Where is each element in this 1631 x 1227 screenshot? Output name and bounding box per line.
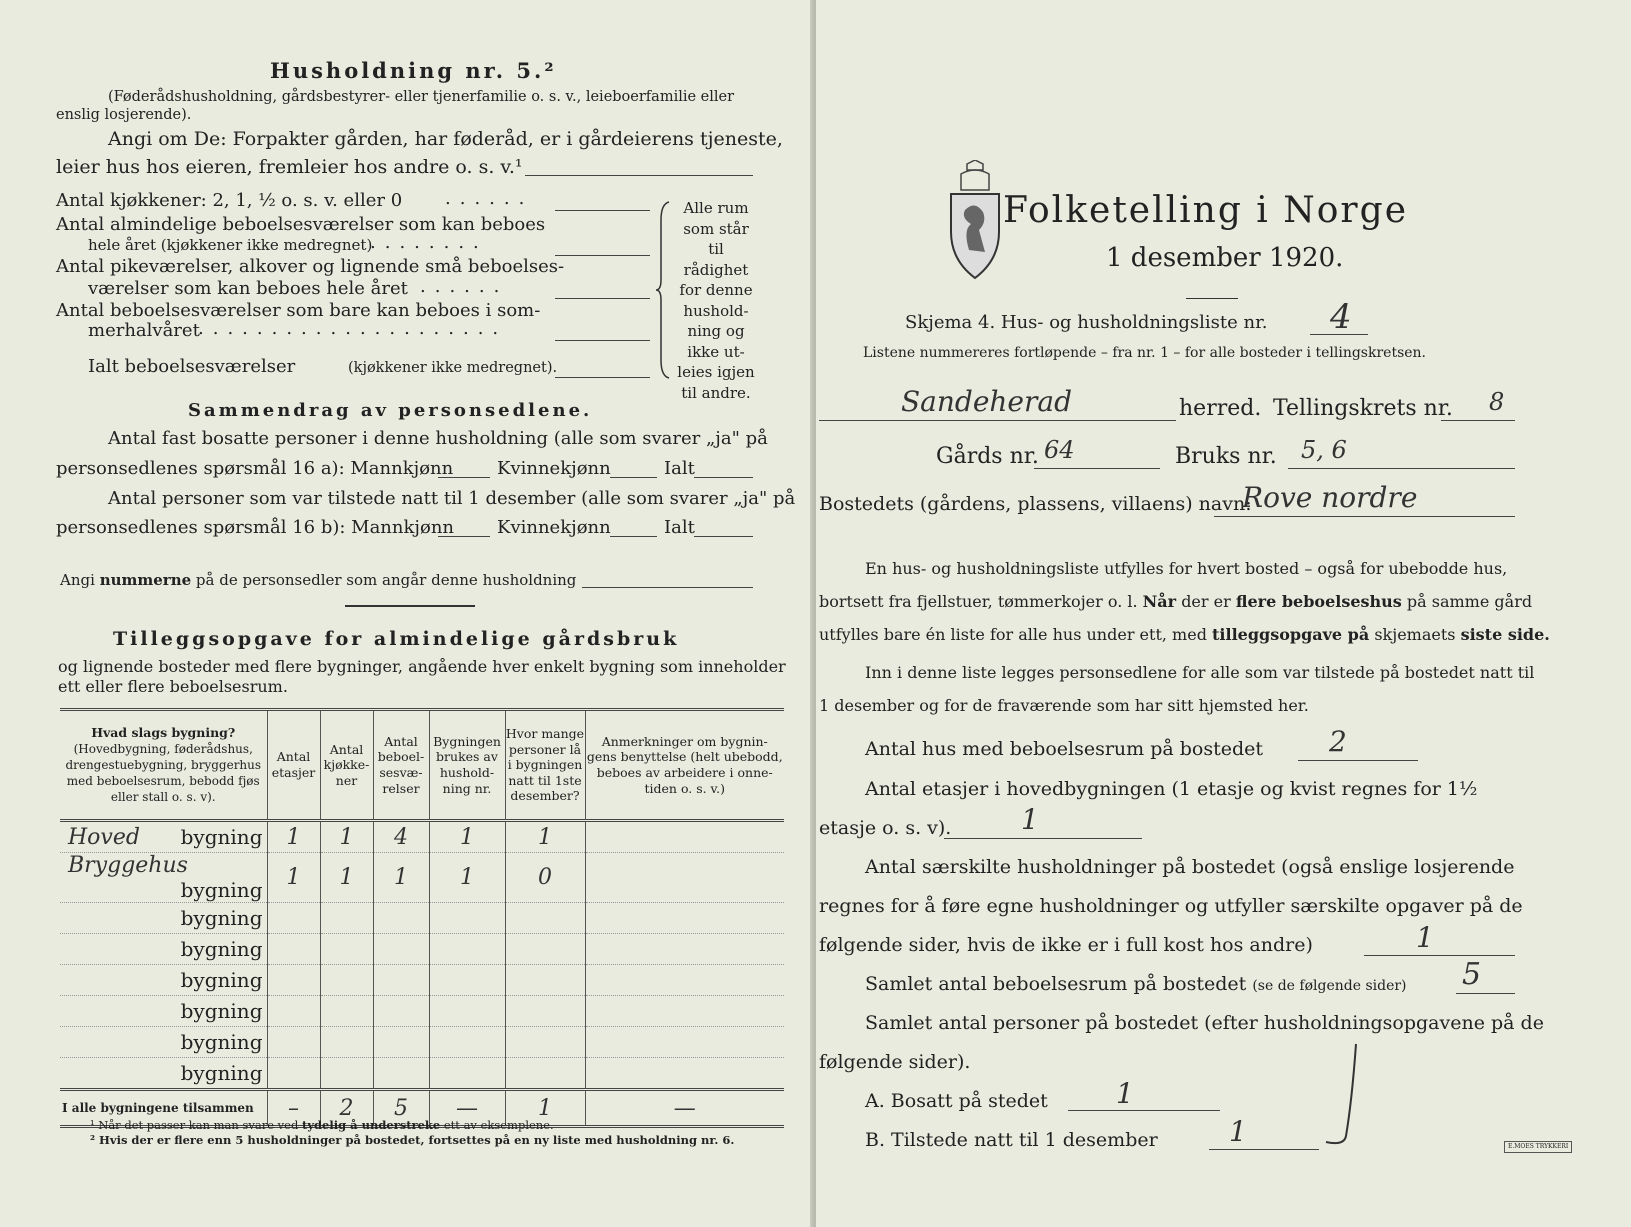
answer-line	[610, 477, 657, 478]
col-remarks: Anmerkninger om bygnin- gens benyttelse (helt ubebodd, beboes av arbeidere i onne- tiden o. s. v.)	[585, 710, 784, 821]
supplement-title: Tilleggsopgave for almindelige gårdsbruk	[113, 628, 680, 650]
kitchens-cell: 1	[320, 853, 373, 903]
floors-value: 1	[1021, 803, 1039, 836]
herred-value: Sandeherad	[901, 385, 1073, 418]
holding-no-value: 5, 6	[1301, 436, 1347, 464]
footnote-2: ² Hvis der er flere enn 5 husholdninger på bostedet, fortsettes på en ny liste med husholdning nr. 6.	[90, 1133, 735, 1147]
numbering-note: Listene nummereres fortløpende – fra nr. 1 – for alle bosteder i tellingskretsen.	[863, 345, 1427, 361]
household-cell: 1	[429, 821, 505, 853]
building-type-cell	[60, 996, 267, 1027]
answer-line	[1068, 1110, 1220, 1111]
kitchens-cell	[320, 1027, 373, 1058]
kitchens-cell: 1	[320, 821, 373, 853]
answer-line	[1034, 468, 1160, 469]
floors-label-2: etasje o. s. v).	[819, 817, 952, 839]
instruction-4: Inn i denne liste legges personsedlene for alle som var tilstede på bostedet natt til	[865, 663, 1535, 682]
households-label: Antal særskilte husholdninger på bostedet (også enslige losjerende	[865, 856, 1515, 878]
maid-rooms-label: Antal pikeværelser, alkover og lignende små beboelses-	[56, 256, 565, 277]
col-persons: Hvor mange personer lå i bygningen natt til 1ste desember?	[505, 710, 585, 821]
answer-line	[438, 536, 490, 537]
building-suffix: bygning	[180, 937, 263, 961]
building-suffix: bygning	[180, 999, 263, 1023]
maid-rooms-line	[555, 298, 650, 299]
households-label-3: følgende sider, hvis de ikke er i full kost hos andre)	[819, 934, 1313, 956]
resident-label: A. Bosatt på stedet	[865, 1090, 1048, 1112]
rooms-cell	[373, 965, 429, 996]
total-persons: 1	[505, 1090, 585, 1127]
total-row-label: I alle bygningene tilsammen	[60, 1090, 267, 1127]
total-label: Ialt	[664, 517, 695, 538]
answer-line	[1441, 420, 1515, 421]
rooms-label: Antal almindelige beboelsesværelser som kan beboes	[56, 214, 546, 235]
table-row	[60, 1027, 784, 1058]
divider	[345, 605, 475, 607]
female-label: Kvinnekjønn	[497, 517, 611, 538]
rooms-cell	[373, 1027, 429, 1058]
household-cell	[429, 965, 505, 996]
building-suffix: bygning	[180, 968, 263, 992]
persons-cell: 1	[505, 821, 585, 853]
question-tenancy-2: leier hus hos eieren, fremleier hos andre o. s. v.¹	[56, 156, 523, 178]
building-suffix: bygning	[180, 824, 263, 849]
dots: ......	[420, 276, 509, 297]
table-row	[60, 934, 784, 965]
col-rooms: Antal beboel- sesvæ- relser	[373, 710, 429, 821]
remarks-cell	[585, 821, 784, 853]
floors-cell	[267, 903, 320, 934]
kitchens-cell	[320, 934, 373, 965]
total-rooms-label: Ialt beboelsesværelser	[88, 356, 296, 377]
dots: .....................	[198, 318, 508, 339]
kitchens-cell	[320, 1058, 373, 1090]
floors-cell	[267, 934, 320, 965]
answer-line	[1298, 760, 1418, 761]
summer-rooms-label-2: merhalvåret	[88, 320, 200, 341]
total-label: Ialt	[664, 458, 695, 479]
summer-rooms-label: Antal beboelsesværelser som bare kan beboes i som-	[56, 300, 541, 321]
building-name: Bryggehus	[68, 853, 188, 878]
household-cell	[429, 1027, 505, 1058]
building-type-cell	[60, 903, 267, 934]
side-note-line: for denne	[679, 281, 753, 299]
answer-line	[438, 477, 490, 478]
present-value: 1	[1229, 1115, 1247, 1148]
farm-no-label: Gårds nr.	[936, 444, 1039, 469]
census-title: Folketelling i Norge	[1003, 190, 1408, 231]
total-rooms-line	[555, 377, 650, 378]
kitchens-cell	[320, 965, 373, 996]
table-row	[60, 965, 784, 996]
building-type-cell	[60, 1058, 267, 1090]
table-header	[60, 710, 784, 821]
houses-label: Antal hus med beboelsesrum på bostedet	[865, 738, 1264, 760]
building-type-cell	[60, 821, 267, 853]
remarks-cell	[585, 1027, 784, 1058]
floors-cell	[267, 996, 320, 1027]
dots: ......	[445, 188, 534, 209]
persons-cell	[505, 1058, 585, 1090]
persons-cell	[505, 934, 585, 965]
household-cell	[429, 1058, 505, 1090]
table-row	[60, 1058, 784, 1090]
rooms-cell	[373, 934, 429, 965]
kitchens-line	[555, 210, 650, 211]
household-title: Husholdning nr. 5.²	[270, 58, 557, 83]
total-kitchens: 2	[320, 1090, 373, 1127]
persons-cell	[505, 903, 585, 934]
supplement-text-2: ett eller flere beboelsesrum.	[58, 677, 288, 696]
district-value: 8	[1489, 388, 1505, 416]
table-row	[60, 996, 784, 1027]
rooms-cell: 4	[373, 821, 429, 853]
household-subtitle-2: enslig losjerende).	[56, 107, 192, 123]
answer-line	[1310, 334, 1368, 335]
rooms-line	[555, 255, 650, 256]
summary-line-1: Antal fast bosatte personer i denne husholdning (alle som svarer „ja" på	[108, 428, 768, 449]
instruction-2: bortsett fra fjellstuer, tømmerkojer o. l. Når der er flere beboelseshus på samme gård	[819, 592, 1533, 611]
dots: ........	[370, 232, 488, 253]
households-value: 1	[1416, 921, 1434, 954]
side-note-line: ikke ut-	[687, 342, 745, 361]
rooms-cell: 1	[373, 853, 429, 903]
table-row	[60, 903, 784, 934]
building-suffix: bygning	[180, 1061, 263, 1085]
floors-cell: 1	[267, 853, 320, 903]
persons-cell	[505, 965, 585, 996]
female-label: Kvinnekjønn	[497, 458, 611, 479]
household-cell	[429, 934, 505, 965]
handwritten-bracket-icon	[1316, 1040, 1366, 1150]
answer-line	[525, 175, 753, 176]
instruction-1: En hus- og husholdningsliste utfylles for hvert bosted – også for ubebodde hus,	[865, 559, 1508, 578]
answer-line	[1209, 1149, 1319, 1150]
building-suffix: bygning	[180, 878, 263, 902]
total-floors: –	[267, 1090, 320, 1127]
left-page	[0, 0, 813, 1227]
kitchens-cell	[320, 996, 373, 1027]
building-suffix: bygning	[180, 906, 263, 930]
resident-value: 1	[1116, 1077, 1134, 1110]
building-type-cell	[60, 853, 267, 903]
summary-line-2: Antal personer som var tilstede natt til 1 desember (alle som svarer „ja" på	[108, 488, 796, 509]
answer-line	[1456, 993, 1515, 994]
divider	[1186, 298, 1238, 299]
floors-cell: 1	[267, 821, 320, 853]
household-cell	[429, 903, 505, 934]
remarks-cell	[585, 853, 784, 903]
side-note-line: hushold-	[683, 301, 749, 320]
rooms-cell	[373, 1058, 429, 1090]
side-note-line: rådighet	[683, 260, 749, 279]
right-page	[816, 0, 1631, 1227]
remarks-cell	[585, 903, 784, 934]
remarks-cell	[585, 996, 784, 1027]
total-rooms-note: (kjøkkener ikke medregnet).	[348, 360, 558, 376]
side-note-line: leies igjen	[677, 363, 755, 381]
herred-label: herred.	[1179, 396, 1262, 421]
maid-rooms-label-2: værelser som kan beboes hele året	[88, 278, 408, 299]
side-note-line: som står til	[683, 219, 749, 258]
households-label-2: regnes for å føre egne husholdninger og utfyller særskilte opgaver på de	[819, 895, 1523, 917]
persons-cell: 0	[505, 853, 585, 903]
side-note	[676, 198, 756, 403]
question-tenancy: Angi om De: Forpakter gården, har føderåd, er i gårdeierens tjeneste,	[108, 128, 783, 150]
building-name: Hoved	[68, 824, 140, 850]
kitchens-label: Antal kjøkkener: 2, 1, ½ o. s. v. eller 0	[56, 190, 403, 211]
persons-cell	[505, 1027, 585, 1058]
supplement-text: og lignende bosteder med flere bygninger, angående hver enkelt bygning som inneholder	[58, 657, 786, 676]
col-household: Bygningen brukes av hushold- ning nr.	[429, 710, 505, 821]
col-kitchens: Antal kjøkke- ner	[320, 710, 373, 821]
schema-label: Skjema 4. Hus- og husholdningsliste nr.	[905, 312, 1268, 333]
household-subtitle: (Føderådshusholdning, gårdsbestyrer- eller tjenerfamilie o. s. v., leieboerfamilie eller	[108, 89, 735, 105]
floors-cell	[267, 1058, 320, 1090]
residence-name-value: Rove nordre	[1242, 481, 1418, 514]
floors-cell	[267, 1027, 320, 1058]
total-rooms-value: 5	[1462, 957, 1482, 992]
building-type-cell	[60, 934, 267, 965]
rooms-cell	[373, 996, 429, 1027]
col-building-type: Hvad slags bygning? (Hovedbygning, føderådshus, drengestuebygning, bryggerhus med beboelsesrum, bebodd fjøs eller stall o. s. v).	[60, 710, 267, 821]
persons-label: Samlet antal personer på bostedet (efter husholdningsopgavene på de	[865, 1012, 1544, 1034]
coat-of-arms-icon	[947, 160, 1003, 280]
remarks-cell	[585, 1058, 784, 1090]
schema-number: 4	[1330, 297, 1352, 337]
residence-name-label: Bostedets (gårdens, plassens, villaens) navn:	[819, 493, 1252, 515]
answer-line	[1214, 516, 1515, 517]
census-date: 1 desember 1920.	[1106, 243, 1344, 273]
table-row	[60, 821, 784, 853]
summary-line-2b: personsedlenes spørsmål 16 b): Mannkjønn	[56, 517, 455, 538]
total-household: —	[429, 1090, 505, 1127]
numbers-instruction: Angi nummerne på de personsedler som angår denne husholdning	[60, 571, 577, 589]
persons-cell	[505, 996, 585, 1027]
side-note-line: ning og	[687, 322, 745, 340]
household-cell	[429, 996, 505, 1027]
answer-line	[610, 536, 657, 537]
table-row	[60, 853, 784, 903]
col-floors: Antal etasjer	[267, 710, 320, 821]
answer-line	[1288, 468, 1515, 469]
kitchens-cell	[320, 903, 373, 934]
summer-rooms-line	[555, 340, 650, 341]
instruction-5: 1 desember og for de fraværende som har sitt hjemsted her.	[819, 696, 1309, 715]
buildings-table	[60, 708, 784, 1128]
floors-cell	[267, 965, 320, 996]
building-suffix: bygning	[180, 1030, 263, 1054]
summary-title: Sammendrag av personsedlene.	[188, 400, 593, 421]
answer-line	[1364, 955, 1515, 956]
district-label: Tellingskrets nr.	[1273, 396, 1453, 421]
total-rooms: 5	[373, 1090, 429, 1127]
building-type-cell	[60, 965, 267, 996]
houses-value: 2	[1329, 725, 1347, 758]
floors-label: Antal etasjer i hovedbygningen (1 etasje og kvist regnes for 1½	[865, 778, 1478, 800]
side-note-line: til andre.	[681, 383, 751, 402]
brace-icon	[655, 200, 675, 380]
remarks-cell	[585, 934, 784, 965]
household-cell: 1	[429, 853, 505, 903]
farm-no-value: 64	[1044, 436, 1075, 464]
persons-label-2: følgende sider).	[819, 1051, 971, 1073]
remarks-cell	[585, 965, 784, 996]
answer-line	[819, 420, 1176, 421]
side-note-line: Alle rum	[683, 199, 749, 217]
answer-line	[694, 536, 753, 537]
answer-line	[944, 838, 1142, 839]
printer-stamp: E.MOES TRYKKERI	[1504, 1141, 1572, 1153]
instruction-3: utfylles bare én liste for alle hus under ett, med tilleggsopgave på skjemaets siste side.	[819, 625, 1550, 644]
answer-line	[582, 587, 753, 588]
building-type-cell	[60, 1027, 267, 1058]
total-remarks: —	[585, 1090, 784, 1127]
holding-no-label: Bruks nr.	[1175, 444, 1277, 469]
answer-line	[694, 477, 753, 478]
total-rooms-label: Samlet antal beboelsesrum på bostedet (se de følgende sider)	[865, 973, 1407, 995]
footnote-1: ¹ Når det passer kan man svare ved tydelig å understreke ett av eksemplene.	[90, 1118, 554, 1132]
present-label: B. Tilstede natt til 1 desember	[865, 1129, 1158, 1151]
summary-line-1b: personsedlenes spørsmål 16 a): Mannkjønn	[56, 458, 454, 479]
rooms-label-2: hele året (kjøkkener ikke medregnet)	[88, 236, 373, 254]
rooms-cell	[373, 903, 429, 934]
